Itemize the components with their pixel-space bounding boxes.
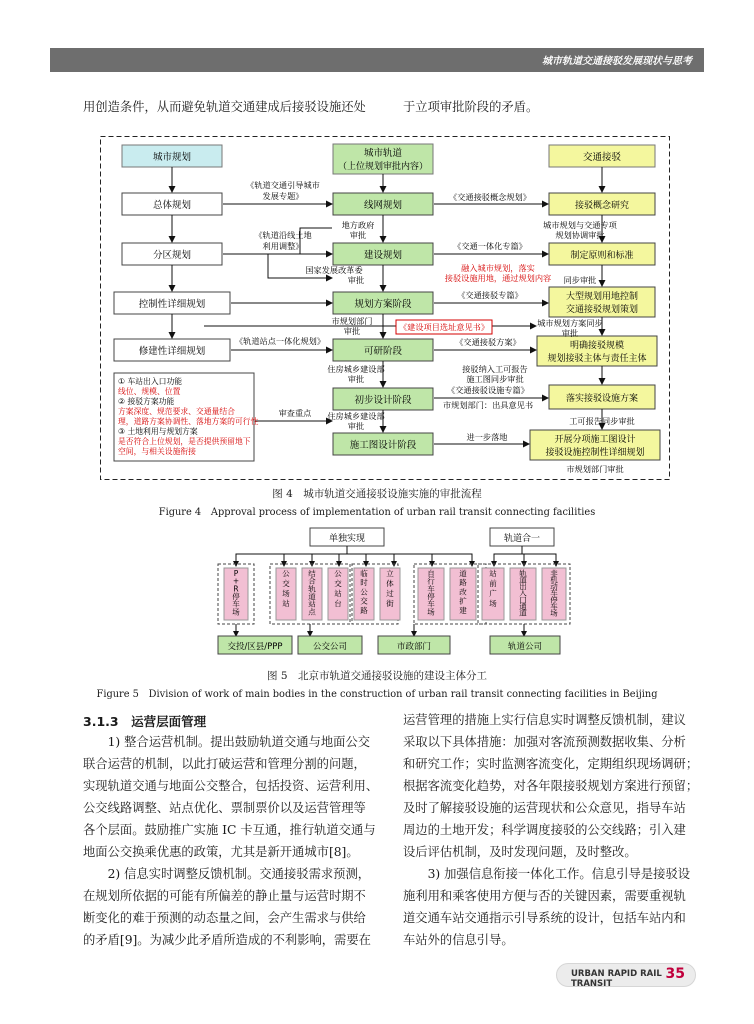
figure4-flowchart	[100, 136, 670, 480]
fig5-item-label-0: P + R 停车场	[232, 569, 240, 617]
figure4-caption-en: Figure 4 Approval process of implementation of urban rail transit connecting facilities	[158, 507, 596, 518]
note-cityplan-l1: 市规划部门	[331, 316, 373, 326]
fig5-combined-label: 轨道合一	[503, 534, 541, 544]
box-regulatory-plan-label: 控制性详细规划	[138, 299, 206, 310]
note-r4-l1: 城市规划方案同步	[537, 318, 603, 328]
box-constructive-plan-label: 修建性详细规划	[138, 346, 206, 357]
box-scale-l2: 规划接驳主体与责任主体	[547, 354, 647, 364]
figure5-caption-en: Figure 5 Division of work of main bodies in the construction of urban rail transit connecting facilities in Beijing	[96, 689, 658, 700]
box-preliminary-design-label: 初步设计阶段	[354, 395, 412, 406]
review-item-5: 理，道路方案协调性、落地方案的可行性	[118, 417, 259, 426]
note-gov-l2: 审批	[349, 230, 367, 240]
body-left-line: 1) 整合运营机制。提出鼓励轨道交通与地面公交	[83, 735, 371, 749]
note-scheme: 《交通接驳方案》	[455, 337, 521, 347]
note-r4-l2: 审批	[561, 328, 579, 338]
note-concept: 《交通接驳概念规划》	[449, 192, 531, 202]
body-right-line: 及时了解接驳设施的运营现状和公众意见，指导车站	[403, 801, 686, 815]
note-moh-l1: 住房城乡建设部	[327, 364, 385, 374]
body-left-line: 地面公交换乘优惠的政策，尤其是新开通城市[8]。	[83, 845, 359, 859]
box-concept-study-label: 接驳概念研究	[574, 201, 630, 211]
body-right-line: 车站外的信息引导。	[403, 933, 514, 947]
figure4-caption-cn: 图 4 城市轨道交通接驳设施实施的审批流程	[272, 488, 482, 500]
fig5-owner-rail-label: 轨道公司	[507, 642, 543, 652]
box-detail-design-l1: 开展分项施工图设计	[554, 435, 636, 445]
box-district-plan-label: 分区规划	[152, 250, 192, 261]
note-topic: 《交通接驳专篇》	[457, 290, 523, 300]
box-land-control-l1: 大型规划用地控制	[565, 292, 639, 302]
fig5-independent-label: 单独实现	[328, 534, 366, 544]
box-scheme-stage-label: 规划方案阶段	[354, 299, 412, 310]
fig5-item-label-2: 结合轨道站点	[308, 569, 316, 617]
body-right-line: 施利用和乘客使用方便与否的关键因素，需要重视轨	[403, 889, 686, 903]
running-header	[50, 48, 704, 72]
box-scale-l1: 明确接驳规模	[569, 341, 625, 351]
fig5-item-label-4: 临时公交路	[360, 569, 368, 615]
figure5-diagram	[214, 524, 590, 660]
review-item-3: ② 接驳方案功能	[118, 397, 175, 406]
figure5-caption-cn: 图 5 北京市轨道交通接驳设施的建设主体分工	[266, 670, 488, 682]
note-landuse-l2: 利用调整》	[262, 241, 304, 251]
note-r5-l1: 接驳纳入工可报告	[462, 364, 528, 374]
section-heading: 3.1.3 运营层面管理	[83, 714, 207, 729]
intro-right: 于立项审批阶段的矛盾。	[403, 100, 539, 114]
note-cityplan-l2: 审批	[343, 326, 361, 336]
note-moh-l2: 审批	[347, 374, 365, 384]
body-left-line: 在规划所依据的可能有所偏差的静止量与运营时期不	[83, 889, 366, 903]
note-guide-l1: 《轨道交通引导城市	[246, 180, 320, 190]
fig5-owner-bus-label: 公交公司	[312, 642, 348, 652]
review-item-2: 线位、规模、位置	[118, 387, 181, 396]
body-left-line: 公交线路调整、站点优化、票制票价以及运营管理等	[83, 801, 366, 815]
box-principles-label: 制定原则和标准	[570, 251, 634, 261]
body-right-line: 周边的土地开发；科学调度接驳的公交线路；引入建	[403, 823, 686, 837]
body-right-line: 和研究工作；实时监测客流变化，定期组织现场调研；	[403, 757, 699, 771]
intro-left: 用创造条件，从而避免轨道交通建成后接驳设施还处	[83, 100, 366, 114]
note-site-opinion: 《建设项目选址意见书》	[398, 322, 490, 332]
box-implement-label: 落实接驳设施方案	[565, 394, 639, 404]
body-left-line: 断变化的难于预测的动态量之间，会产生需求与供给	[83, 911, 366, 925]
box-network-plan-label: 线网规划	[363, 200, 403, 211]
note-opinion: 市规划部门：出具意见书	[442, 400, 534, 410]
review-item-8: 空间，与相关设施衔接	[118, 447, 196, 456]
fig5-item-label-6: 自行车停车场	[427, 569, 435, 617]
body-right-line: 根据客流变化趋势，对各年限接驳规划方案进行预留；	[403, 779, 699, 793]
col-header-rail-l1: 城市轨道	[363, 148, 403, 159]
footer-journal: URBAN RAPID RAIL TRANSIT	[571, 969, 662, 989]
note-r2-l1: 融入城市规划，落实	[461, 263, 535, 273]
note-review-key: 审查重点	[278, 408, 312, 418]
note-station: 《轨道站点一体化规划》	[234, 336, 326, 346]
note-moh2-l2: 审批	[347, 421, 365, 431]
fig5-item-label-3: 公交站台	[334, 569, 342, 608]
body-left-line: 联合运营的机制，以此打破运营和管理分割的问题，	[83, 757, 366, 771]
note-r1-l1: 城市规划与交通专项	[543, 220, 617, 230]
note-moh2-l1: 住房城乡建设部	[327, 411, 385, 421]
review-item-7: 是否符合上位规划，是否提供预留地下	[118, 437, 251, 446]
note-r6: 工可报告同步审批	[569, 416, 635, 426]
note-integration: 《交通一体化专篇》	[453, 241, 527, 251]
col-header-urban-label: 城市规划	[152, 152, 192, 163]
body-left-line: 的矛盾[9]。为减少此矛盾所造成的不利影响，需要在	[83, 933, 371, 947]
fig5-owner-municipal-label: 市政部门	[396, 642, 432, 652]
body-left-line: 2) 信息实时调整反馈机制。交通接驳需求预测，	[83, 867, 371, 881]
note-ndrc-l1: 国家发展改革委	[305, 265, 363, 275]
note-ndrc-l2: 审批	[347, 275, 365, 285]
review-item-4: 方案深度、规范要求、交通量结合	[118, 407, 235, 416]
box-construction-plan-label: 建设规划	[363, 250, 403, 261]
fig5-item-label-1: 公交场站	[282, 569, 290, 608]
box-detail-design-l2: 接驳设施控制性详细规划	[545, 448, 645, 458]
fig5-item-label-5: 立体过街	[386, 569, 394, 608]
body-right-line: 设后评估机制，及时发现问题，及时整改。	[403, 845, 637, 859]
body-right-line: 运营管理的措施上实行信息实时调整反馈机制，建议	[403, 713, 686, 727]
review-item-1: ① 车站出入口功能	[118, 377, 183, 386]
note-r2-l2: 接驳设施用地，通过规划内容	[444, 273, 552, 283]
box-master-plan-label: 总体规划	[152, 200, 192, 211]
note-gov-l1: 地方政府	[341, 220, 375, 230]
body-left-line: 各个层面。鼓励推广实施 IC 卡互通，推行轨道交通与	[83, 823, 376, 837]
body-left-line: 实现轨道交通与地面公交整合，包括投资、运营利用、	[83, 779, 379, 793]
note-r3: 同步审批	[563, 275, 597, 285]
note-guide-l2: 发展专题》	[262, 191, 304, 201]
running-header-title: 城市轨道交通接驳发展现状与思考	[542, 56, 692, 67]
note-landuse-l1: 《轨道沿线土地	[254, 230, 312, 240]
body-right-line: 道交通车站交通指示引导系统的设计，包括车站内和	[403, 911, 686, 925]
fig5-owner-district-label: 交投/区县/PPP	[227, 642, 283, 652]
fig5-item-label-10: 非机动车停车场	[550, 569, 558, 618]
note-r1-l2: 规划协调审批	[555, 230, 605, 240]
body-right-line: 3) 加强信息衔接一体化工作。信息引导是接驳设	[403, 867, 691, 881]
note-facility: 《交通接驳设施专篇》	[447, 385, 529, 395]
note-further: 进一步落地	[466, 432, 508, 442]
page-footer	[556, 963, 696, 987]
box-feasibility-stage-label: 可研阶段	[363, 346, 403, 357]
note-r7: 市规划部门审批	[566, 464, 624, 474]
col-header-connect-label: 交通接驳	[582, 152, 622, 163]
body-right-line: 采取以下具体措施：加强对客流预测数据收集、分析	[403, 735, 686, 749]
review-item-6: ③ 土地利用与规划方案	[118, 427, 198, 436]
box-land-control-l2: 交通接驳规划策划	[565, 305, 639, 315]
fig5-item-label-7: 道路改扩建	[459, 569, 467, 615]
box-construction-design-label: 施工图设计阶段	[349, 440, 417, 451]
col-header-rail-l2: （上位规划审批内容）	[337, 162, 429, 172]
note-r5-l2: 施工图同步审批	[466, 374, 524, 384]
page-number: 35	[665, 966, 685, 982]
fig5-item-label-8: 站前广场	[489, 569, 497, 608]
fig5-item-label-9: 轨道出入口通道	[519, 569, 527, 618]
